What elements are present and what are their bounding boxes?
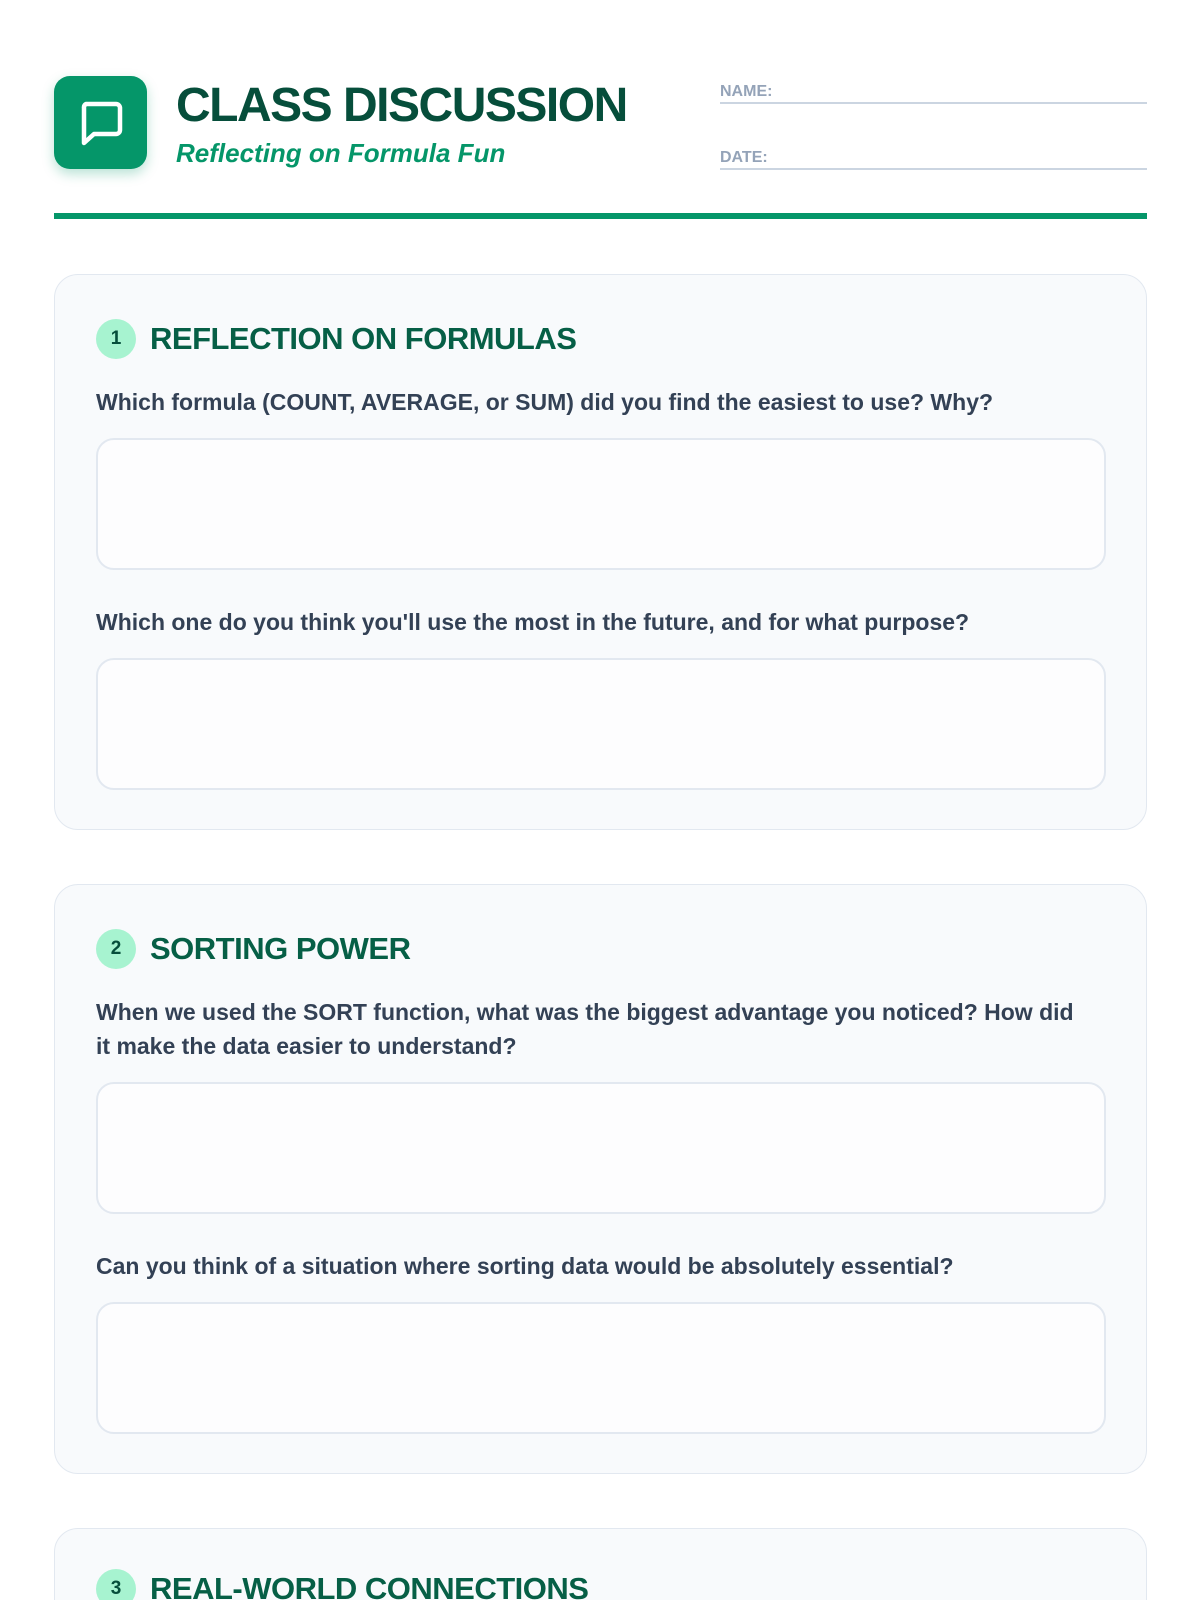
question-text: Which formula (COUNT, AVERAGE, or SUM) did you find the easiest to use? Why? [96,389,994,415]
answer-box[interactable] [96,1302,1106,1434]
name-label: NAME: [720,83,773,100]
section-number-badge: 3 [96,1569,136,1600]
question-text: Can you think of a situation where sorting data would be absolutely essential? [96,1253,954,1279]
section-title: REFLECTION ON FORMULAS [150,321,577,356]
answer-box[interactable] [96,658,1106,790]
answer-box[interactable] [96,438,1106,570]
section-sorting-power [54,884,1147,1474]
date-field[interactable] [720,146,1147,170]
page-title: CLASS DISCUSSION [176,79,627,132]
chat-bubble-icon [76,98,126,148]
section-reflection-on-formulas [54,274,1147,830]
section-title: SORTING POWER [150,931,411,966]
section-real-world-connections [54,1528,1147,1600]
section-number-badge: 1 [96,319,136,359]
question-text: When we used the SORT function, what was the biggest advantage you noticed? How did it make the data easier to understand? [96,999,1074,1059]
name-field[interactable] [720,80,1147,104]
section-title: REAL-WORLD CONNECTIONS [150,1571,589,1600]
page-subtitle: Reflecting on Formula Fun [176,138,506,168]
section-number-badge: 2 [96,929,136,969]
question-text: Which one do you think you'll use the most in the future, and for what purpose? [96,609,970,635]
date-label: DATE: [720,149,768,166]
header-divider [54,213,1147,219]
answer-box[interactable] [96,1082,1106,1214]
logo-badge [54,76,147,169]
worksheet-header [54,76,1147,176]
